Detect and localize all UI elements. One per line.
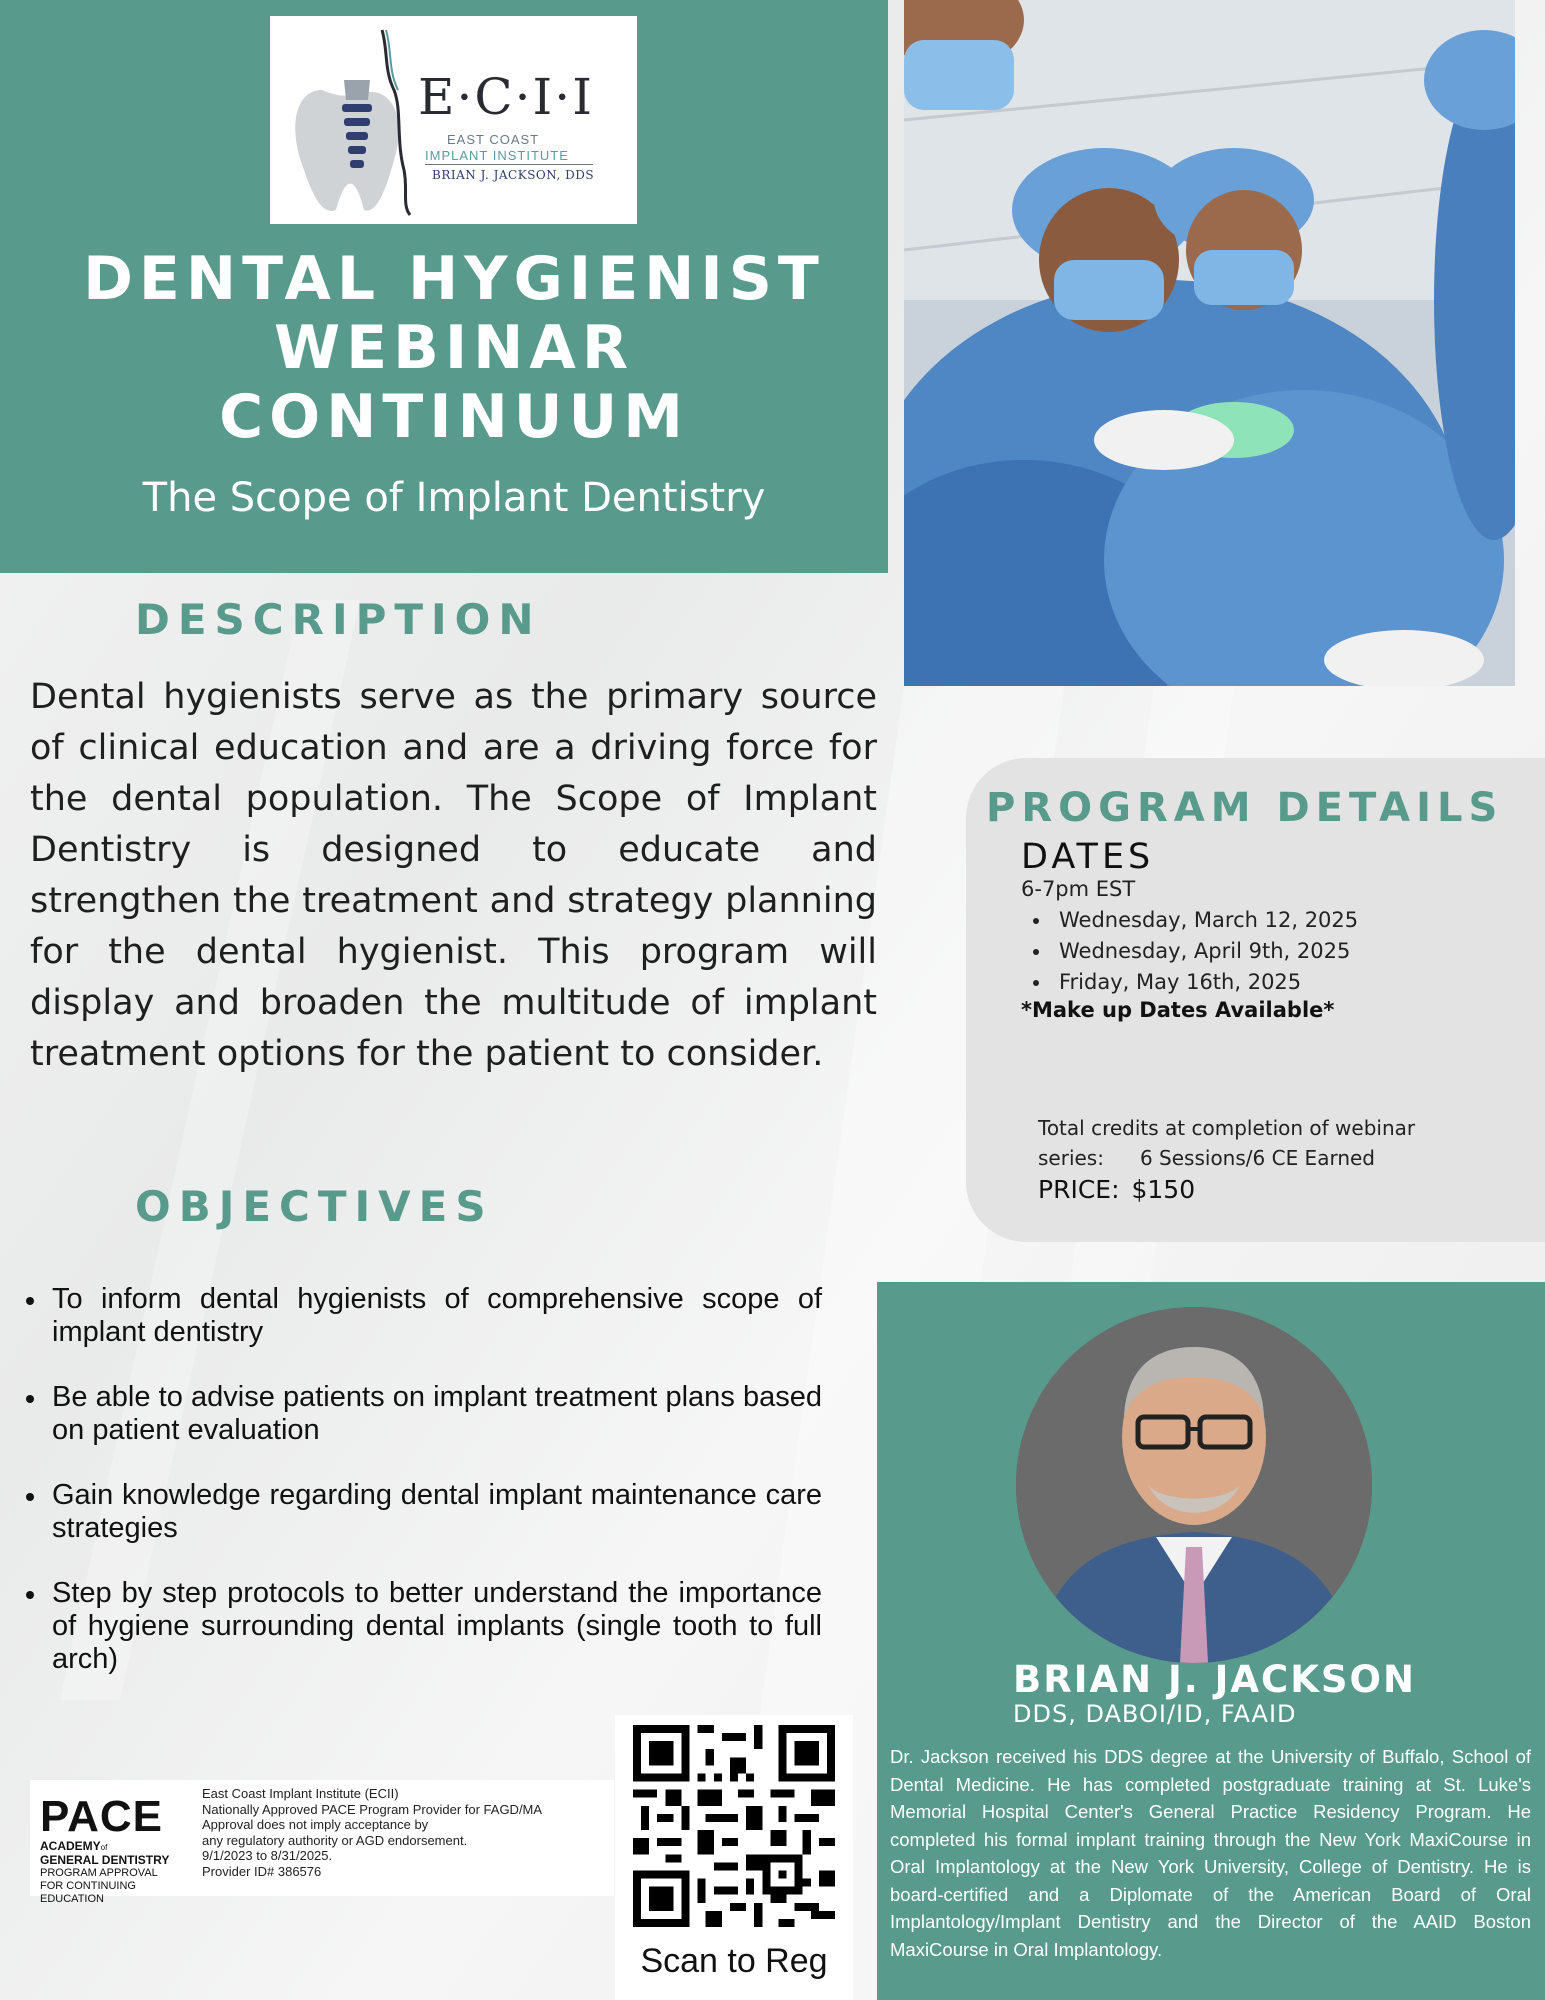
makeup-dates-note: *Make up Dates Available*: [1021, 998, 1335, 1022]
objective-item: [22, 1283, 822, 1349]
logo-wordmark: E·C·I·I: [418, 68, 594, 126]
program-details-heading: PROGRAM DETAILS: [986, 785, 1504, 831]
pace-line: any regulatory authority or AGD endorsement.: [202, 1832, 468, 1848]
pace-approval-text: [202, 1786, 614, 1879]
surgery-illustration: [904, 0, 1515, 686]
objective-item: [22, 1479, 822, 1545]
surgery-photo: [904, 0, 1515, 686]
credits-line: Total credits at completion of webinar: [1038, 1116, 1416, 1140]
pace-sub-continuing: FOR CONTINUING: [40, 1880, 136, 1892]
dates-heading: DATES: [1021, 837, 1155, 877]
headshot-illustration: [1016, 1307, 1372, 1663]
dates-list: [1021, 905, 1358, 998]
logo-line-implant-institute: IMPLANT INSTITUTE: [425, 148, 569, 163]
bullet-icon: [1033, 918, 1039, 924]
title-line-1: DENTAL HYGIENIST: [83, 244, 825, 314]
objectives-list: [22, 1283, 822, 1708]
description-body: Dental hygienists serve as the primary source of clinical education and are a driving force for the dental population. The Scope of Implant Dentistry is designed to educate and strengthen the treatment and strategy planning for the dental hygienist. This program will display and broaden the multitude of implant treatment options for the patient to consider.: [30, 677, 877, 1074]
price: [1038, 1175, 1195, 1204]
bullet-icon: [1033, 980, 1039, 986]
title-line-3: CONTINUUM: [219, 382, 689, 452]
session-time: 6-7pm EST: [1021, 877, 1136, 901]
speaker-credentials: DDS, DABOI/ID, FAAID: [1013, 1700, 1297, 1728]
bullet-icon: [26, 1591, 34, 1599]
logo-divider: [425, 164, 593, 165]
bullet-icon: [26, 1395, 34, 1403]
pace-line: Provider ID# 386576: [202, 1863, 322, 1879]
date-item: [1021, 967, 1358, 998]
date-text: Friday, May 16th, 2025: [1059, 970, 1302, 994]
credits-info: [1038, 1113, 1488, 1173]
title-line-2: WEBINAR: [273, 313, 635, 383]
page-title: [20, 245, 888, 452]
pace-logo: PACE: [40, 1792, 163, 1841]
description-heading: DESCRIPTION: [135, 595, 542, 644]
date-text: Wednesday, March 12, 2025: [1059, 908, 1359, 932]
objective-item: [22, 1577, 822, 1676]
credits-value: 6 Sessions/6 CE Earned: [1139, 1146, 1375, 1170]
speaker-headshot: [1016, 1307, 1372, 1663]
date-item: [1021, 905, 1358, 936]
tooth-implant-icon: [284, 20, 424, 220]
bullet-icon: [1033, 949, 1039, 955]
objective-item: [22, 1381, 822, 1447]
pace-sub-of: of: [100, 1843, 108, 1852]
pace-line: Nationally Approved PACE Program Provider for FAGD/MA: [202, 1801, 543, 1817]
objectives-heading: OBJECTIVES: [135, 1182, 494, 1231]
price-value: $150: [1131, 1175, 1196, 1204]
speaker-bio-text: Dr. Jackson received his DDS degree at the University of Buffalo, School of Dental Medicine. He has completed postgraduate training at St. Luke's Memorial Hospital Center's General Practice Residency Program. He completed his formal implant training through the New York MaxiCourse in Oral Implantology at the New York University, College of Dentistry. He is board-certified and a Diplomate of the American Board of Oral Implantology/Implant Dentistry and the Director of the AAID Boston MaxiCourse in Oral Implantology.: [890, 1746, 1531, 1960]
qr-code-icon: [633, 1725, 835, 1927]
pace-line: 9/1/2023 to 8/31/2025.: [202, 1848, 333, 1863]
pace-approval-block: [30, 1780, 614, 1905]
price-label: PRICE:: [1038, 1175, 1120, 1204]
logo-line-doctor: BRIAN J. JACKSON, DDS: [432, 168, 595, 182]
objective-text: To inform dental hygienists of comprehensive scope of implant dentistry: [52, 1283, 822, 1348]
date-item: [1021, 936, 1358, 967]
pace-sub-education: EDUCATION: [40, 1893, 104, 1905]
objective-text: Gain knowledge regarding dental implant maintenance care strategies: [52, 1479, 822, 1544]
credits-label: series:: [1038, 1146, 1104, 1170]
logo-line-east-coast: EAST COAST: [447, 132, 540, 147]
pace-sub-academy: ACADEMY: [40, 1839, 101, 1853]
pace-sub-general-dentistry: GENERAL DENTISTRY: [40, 1853, 170, 1867]
page-subtitle: The Scope of Implant Dentistry: [142, 475, 766, 521]
qr-label: Scan to Reg: [640, 1942, 828, 1980]
pace-logo-subtitle: [40, 1840, 200, 1905]
pace-line: East Coast Implant Institute (ECII): [202, 1786, 399, 1801]
objective-text: Step by step protocols to better understand the importance of hygiene surrounding dental implants (single tooth to full arch): [52, 1577, 822, 1675]
bullet-icon: [26, 1493, 34, 1501]
ecii-logo: [270, 16, 637, 224]
bullet-icon: [26, 1297, 34, 1305]
pace-sub-program-approval: PROGRAM APPROVAL: [40, 1867, 158, 1879]
header-banner: [0, 0, 888, 573]
date-text: Wednesday, April 9th, 2025: [1059, 939, 1351, 963]
objective-text: Be able to advise patients on implant treatment plans based on patient evaluation: [52, 1381, 822, 1446]
pace-line: Approval does not imply acceptance by: [202, 1817, 429, 1832]
speaker-name: BRIAN J. JACKSON: [1013, 1658, 1416, 1701]
